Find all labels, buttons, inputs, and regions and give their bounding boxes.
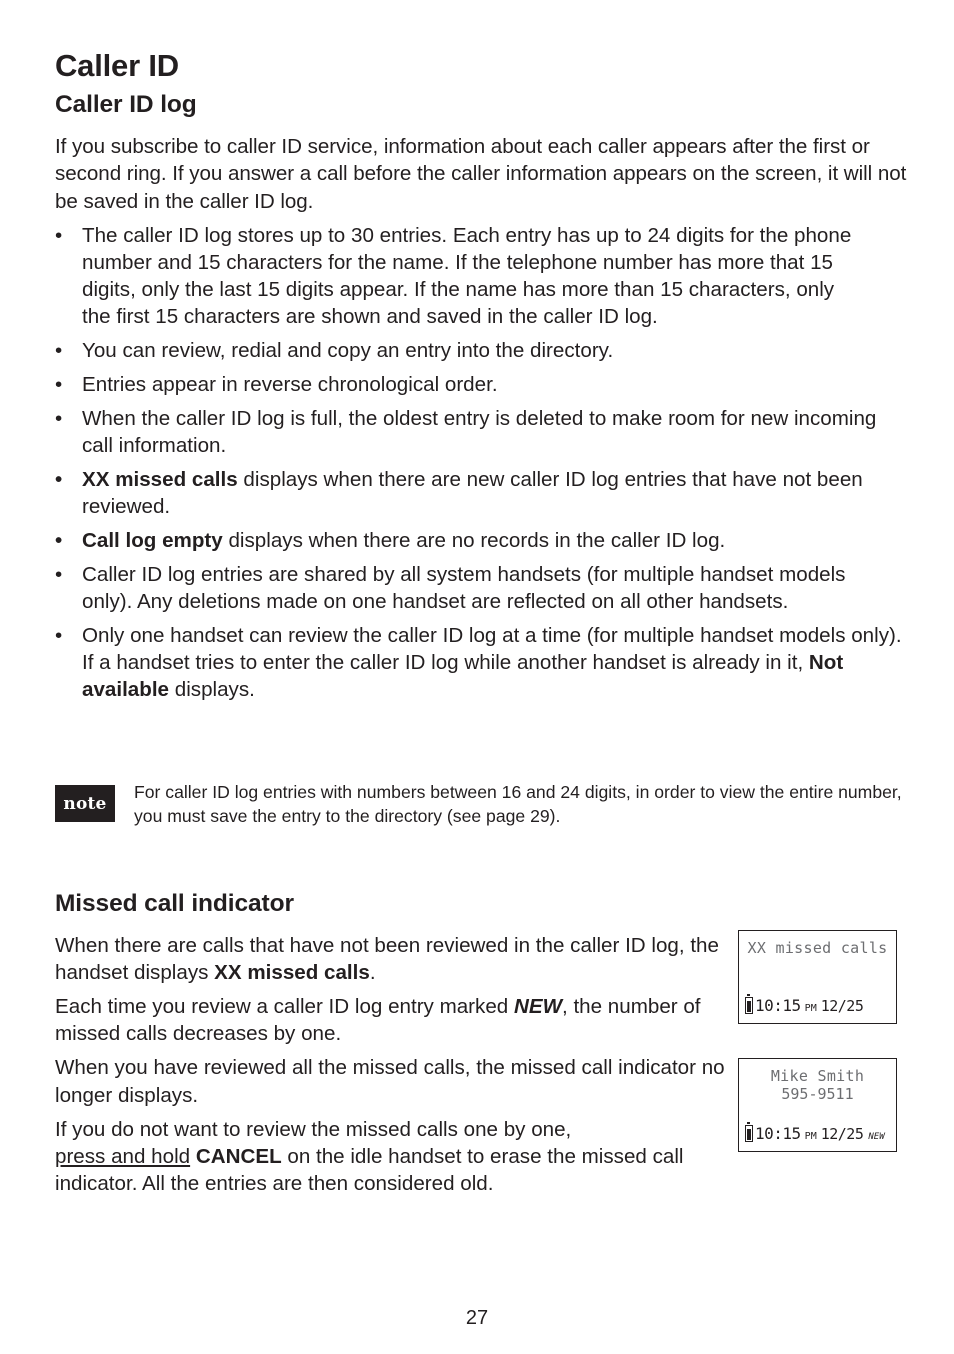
battery-icon <box>745 997 753 1014</box>
bullet-text: Caller ID log entries are shared by all system handsets (for multiple handset models only). Any deletions made on one handset are reflected on all other handsets. <box>82 562 846 613</box>
text-run: Each time you review a caller ID log entry marked <box>55 995 514 1019</box>
bullet-text: Entries appear in reverse chronological order. <box>82 373 498 397</box>
bullet-text: displays when there are new caller ID log entries that have not been reviewed. <box>82 467 863 519</box>
list-item <box>55 622 905 703</box>
text-run: If you do not want to review the missed calls one by one, <box>55 1117 572 1141</box>
missed-call-paragraphs <box>55 932 735 1204</box>
page-title: Caller ID <box>55 48 179 83</box>
list-item <box>55 405 905 459</box>
list-item <box>55 222 852 330</box>
caller-id-log-bullets <box>55 222 905 710</box>
bullet-marker: • <box>55 467 63 491</box>
note-text: For caller ID log entries with numbers between 16 and 24 digits, in order to view the entire number, you must save the entry to the directory (see page 29). <box>134 782 902 826</box>
list-item <box>55 527 905 554</box>
bold-term: XX missed calls <box>214 961 370 985</box>
bullet-text: When the caller ID log is full, the oldest entry is deleted to make room for new incoming call information. <box>82 406 877 458</box>
bold-italic-term: NEW <box>513 995 563 1019</box>
bullet-text: You can review, redial and copy an entry into the directory. <box>82 339 614 363</box>
bullet-marker: • <box>55 373 63 397</box>
handset-screen-missed-calls <box>738 930 897 1024</box>
handset-screen-caller-entry <box>738 1058 897 1152</box>
intro-paragraph: If you subscribe to caller ID service, information about each caller appears after the first or second ring. If you answer a call before the caller information appears on the screen, it will not be saved in the caller ID log. <box>55 135 907 213</box>
screen-new-flag: NEW <box>868 1132 885 1142</box>
paragraph: When you have reviewed all the missed calls, the missed call indicator no longer displays. <box>55 1056 725 1107</box>
list-item <box>55 371 905 398</box>
screen-text-line: XX missed calls <box>747 939 888 957</box>
screen-date: 12/25 <box>820 997 864 1015</box>
bullet-marker: • <box>55 528 63 552</box>
paragraph <box>55 1116 735 1198</box>
battery-icon <box>745 1125 753 1142</box>
screen-time: 10:15 <box>755 1124 801 1143</box>
screen-ampm: PM <box>804 1003 817 1014</box>
bullet-bold-term: XX missed calls <box>82 467 238 491</box>
section-heading-caller-id-log: Caller ID log <box>55 91 197 118</box>
paragraph <box>55 993 735 1048</box>
screen-date: 12/25 <box>820 1125 864 1143</box>
bullet-text: displays when there are no records in the caller ID log. <box>222 528 726 552</box>
page-number: 27 <box>465 1307 489 1329</box>
list-item <box>55 337 905 364</box>
bullet-marker: • <box>55 406 63 430</box>
section-heading-missed-call-indicator: Missed call indicator <box>55 890 294 917</box>
bullet-text: Only one handset can review the caller ID log at a time (for multiple handset models only). If a handset tries to enter the caller ID log while another handset is already in it, <box>82 623 902 674</box>
screen-time: 10:15 <box>755 996 801 1015</box>
bullet-marker: • <box>55 224 63 247</box>
bullet-marker: • <box>55 339 63 363</box>
bullet-text: The caller ID log stores up to 30 entries. Each entry has up to 24 digits for the phone number and 15 characters for the name. If the telephone number has more that 15 digits, only the last 15 digits appear. If the name has more than 15 characters, only the first 15 characters are shown and saved in the caller ID log. <box>82 224 852 329</box>
screen-caller-number: 595-9511 <box>781 1085 854 1103</box>
bullet-bold-term: Call log empty <box>82 528 223 552</box>
bold-term: CANCEL <box>195 1144 282 1168</box>
text-run: . <box>369 961 376 985</box>
screen-caller-name: Mike Smith <box>770 1067 865 1085</box>
screen-ampm: PM <box>804 1131 817 1142</box>
bullet-bold-term: Not available <box>82 650 844 701</box>
text-run: on the idle handset to erase the missed call indicator. All the entries are then considered old. <box>55 1144 684 1196</box>
screen-status-bar <box>745 994 863 1015</box>
list-item <box>55 466 905 520</box>
bullet-text: displays. <box>169 677 255 701</box>
screen-status-bar <box>745 1122 885 1143</box>
text-run: When there are calls that have not been reviewed in the caller ID log, the handset displays <box>55 934 719 985</box>
list-item <box>55 561 852 615</box>
bullet-marker: • <box>55 562 63 586</box>
underlined-term: press and hold <box>55 1144 191 1168</box>
bullet-marker: • <box>55 623 63 647</box>
note-badge: note <box>55 785 115 822</box>
text-run: , the number of missed calls decreases by one. <box>55 995 701 1046</box>
paragraph <box>55 932 735 987</box>
